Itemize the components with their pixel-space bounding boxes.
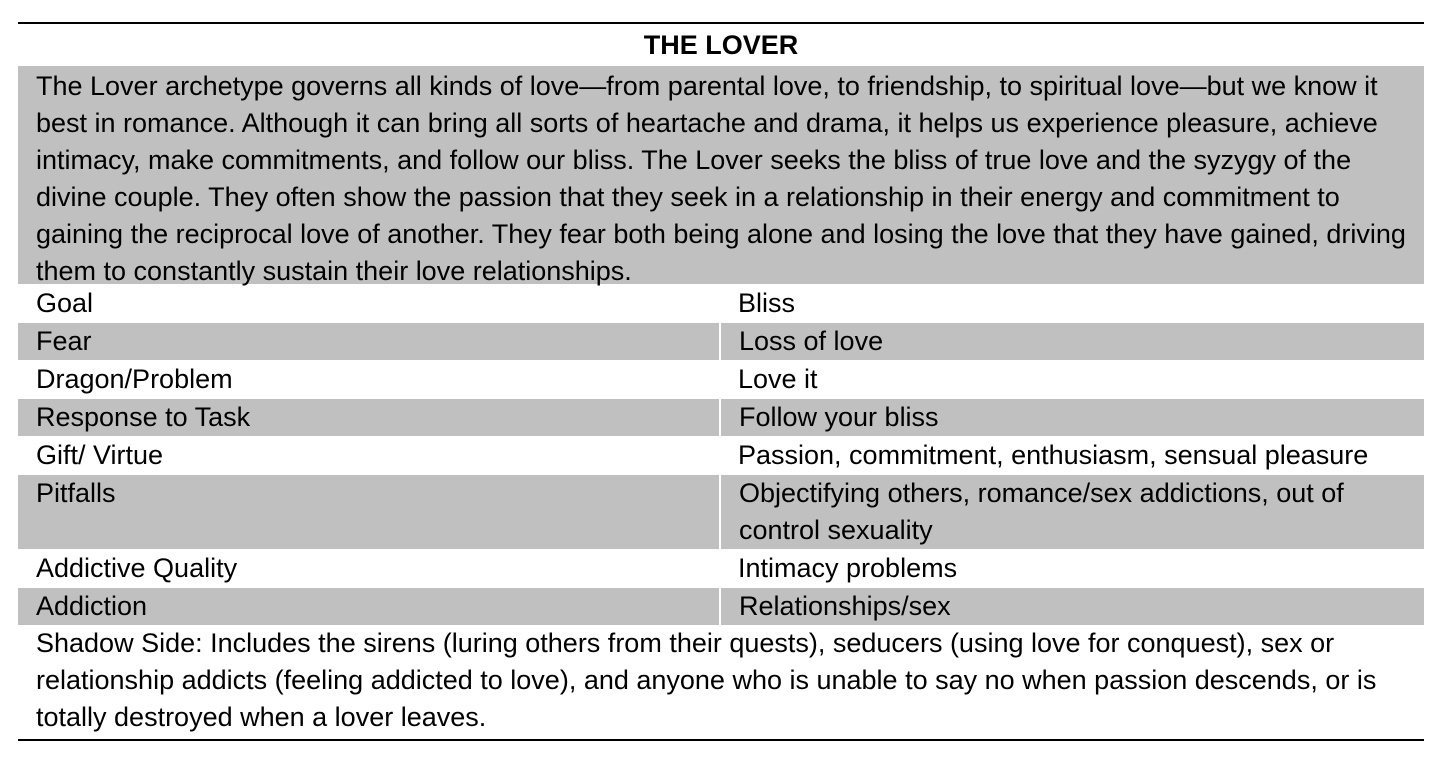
table-row [18,474,1424,549]
row-value: Follow your bliss [720,399,1424,436]
table-row [18,549,1424,587]
row-label: Gift/ Virtue [36,440,164,470]
row-label: Fear [18,323,720,360]
row-label: Response to Task [18,399,720,436]
table-row [18,360,1424,398]
row-value: Intimacy problems [738,553,958,583]
row-label: Pitfalls [18,475,720,549]
row-label: Addictive Quality [36,553,238,583]
row-value: Objectifying others, romance/sex addictions, out of control sexuality [720,475,1424,549]
row-value: Love it [738,364,818,394]
archetype-table [18,22,1424,741]
bottom-rule [18,739,1424,741]
row-value: Relationships/sex [720,588,1424,625]
table-row [18,436,1424,474]
intro-paragraph: The Lover archetype governs all kinds of love—from parental love, to friendship, to spiritual love—but we know it best in romance. Although it can bring all sorts of heartache and drama, it helps us experience pleasure, achieve intimacy, make commitments, and follow our bliss. The Lover seeks the bliss of true love and the syzygy of the divine couple. They often show the passion that they seek in a relationship in their energy and commitment to gaining the reciprocal love of another. They fear both being alone and losing the love that they have gained, driving them to constantly sustain their love relationships. [18,66,1424,284]
table-title: THE LOVER [643,29,799,60]
row-value: Passion, commitment, enthusiasm, sensual pleasure [738,440,1369,470]
row-value: Loss of love [720,323,1424,360]
row-label: Goal [36,288,94,318]
row-label: Addiction [18,588,720,625]
table-row [18,322,1424,360]
shadow-side-text: Shadow Side: Includes the sirens (luring others from their quests), seducers (using love for conquest), sex or relationship addicts (feeling addicted to love), and anyone who is unable to say no when passion descends, or is totally destroyed when a lover leaves. [36,628,1377,732]
table-row [18,284,1424,322]
row-value: Bliss [738,288,796,318]
table-row [18,398,1424,436]
row-label: Dragon/Problem [36,364,233,394]
table-row [18,587,1424,625]
